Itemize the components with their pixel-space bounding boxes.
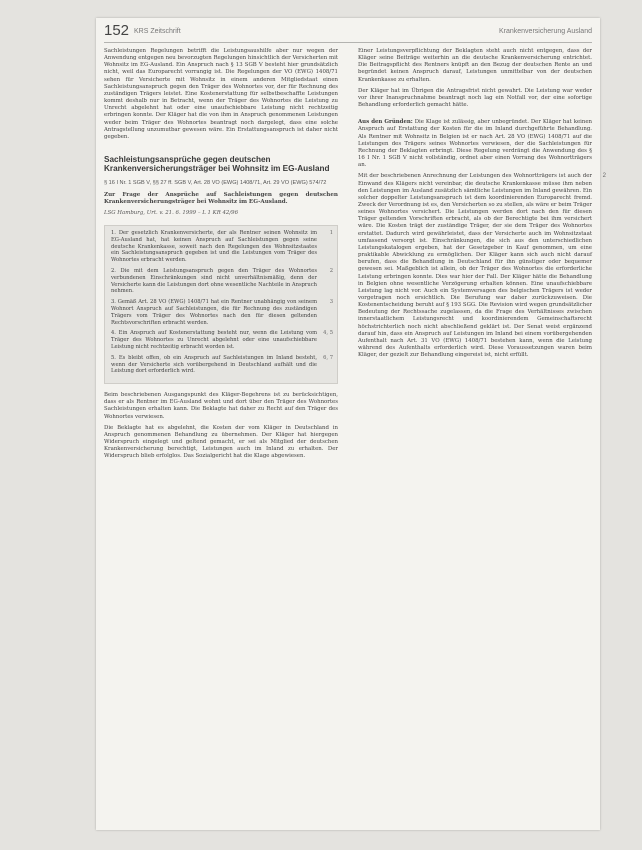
margin-number: 2 — [329, 267, 333, 274]
body-paragraph: Die Beklagte hat es abgelehnt, die Kosten der vom Kläger in Deutschland in Anspruch genommenen Behandlung zu übernehmen. Der Kläger hat hiergegen Widerspruch eingelegt und geltend gemacht, er sei als Mitglied der deutschen Krankenversicherung berechtigt, Leistungen auch im Inland zu erhalten. Der Widerspruch blieb erfolglos. Das Sozialgericht hat die Klage abgewiesen. — [104, 424, 338, 460]
guideline-item: 3. Gemäß Art. 28 VO (EWG) 1408/71 hat ein Rentner unabhängig von seinem Wohnort Anspruch auf Sachleistungen, die für Rechnung des zuständigen Trägers vom Träger des Wohnortes nach den für diesen geltenden Rechtsvorschriften erbracht werden. 3 — [111, 299, 333, 326]
margin-number: 6, 7 — [323, 354, 333, 361]
right-column — [358, 48, 606, 359]
left-column — [104, 48, 338, 461]
margin-number: 2 — [602, 173, 606, 180]
intro-paragraph: Sachleistungen Regelungen betrifft die Leistungsaushilfe aber nur wegen der Anwendung entgegen neu bevorzugten Regelungen hinsichtlich der Versicherten mit Wohnsitz im EG-Ausland. Ein Anspruch nach § 13 SGB V besteht hier grundsätzlich nicht, weil das Europarecht vorrangig ist. Die Regelungen der VO (EWG) 1408/71 sehen für Versicherte mit Wohnsitz in einem anderen Mitgliedstaat einen Sachleistungsanspruch gegen den Träger des Wohnortes vor, der für Rechnung des zuständigen Trägers leistet. Eine Kostenerstattung für selbstbeschaffte Leistungen kommt deshalb nur in Betracht, wenn der Träger des Wohnortes die Leistung zu Unrecht abgelehnt hat oder eine unaufschiebbare Leistung nicht rechtzeitig erbringen konnte. Der Kläger hat die von ihm in Anspruch genommenen Leistungen weder beim Träger des Wohnortes beantragt noch dargelegt, dass eine solche Antragstellung unzumutbar gewesen wäre. Ein Erstattungsanspruch ist daher nicht gegeben. — [104, 48, 338, 140]
legal-question: Zur Frage der Ansprüche auf Sachleistungen gegen deutschen Krankenversicherungsträger bei Wohnsitz im EG-Ausland. — [104, 191, 338, 205]
journal-page — [96, 18, 606, 830]
running-title: Krankenversicherung Ausland — [498, 28, 592, 35]
header-rule — [104, 42, 592, 43]
page-number: 152 — [104, 22, 130, 39]
article-title: Sachleistungsansprüche gegen deutschen Krankenversicherungsträger bei Wohnsitz im EG-Ausland — [104, 155, 330, 174]
body-paragraph: Beim beschriebenen Ausgangspunkt des Kläger-Begehrens ist zu berücksichtigen, dass er als Rentner im EG-Ausland wohnt und dort über den Träger des Wohnortes Sachleistungen erhalten kann. Die Beklagte hat daher zu Recht auf den Träger des Wohnortes verwiesen. — [104, 392, 338, 420]
reasons-paragraph: Aus den Gründen: Die Klage ist zulässig, aber unbegründet. Der Kläger hat keinen Anspruch auf Erstattung der Kosten für die im Inland durchgeführte Behandlung. Als Rentner mit Wohnsitz in Belgien ist er nach Art. 28 VO (EWG) 1408/71 auf die Leistungen des Trägers seines Wohnortes verwiesen, der die Sachleistungen für Rechnung der Beklagten erbringt. Diese Regelung verdrängt die Anwendung des § 16 I Nr. 1 SGB V nicht vollständig, ordnet aber einen Vorrang des Wohnortträgers an. — [358, 119, 593, 169]
right-intro — [358, 48, 592, 109]
left-body — [104, 392, 338, 460]
margin-number: 1 — [329, 230, 333, 236]
reasons-section — [358, 119, 606, 359]
reasons-lead: Aus den Gründen: — [358, 119, 413, 126]
guideline-item: 4. Ein Anspruch auf Kostenerstattung besteht nur, wenn die Leistung vom Träger des Wohnortes zu Unrecht abgelehnt oder eine unaufschiebbare Leistung nicht rechtzeitig erbracht worden ist. 4, 5 — [111, 330, 333, 350]
statute-citation: § 16 I Nr. 1 SGB V, §§ 27 ff. SGB V, Art. 28 VO (EWG) 1408/71, Art. 29 VO (EWG) 574/72 — [104, 179, 327, 186]
margin-number: 4, 5 — [323, 330, 333, 337]
guideline-item: 2. Die mit dem Leistungsanspruch gegen den Träger des Wohnortes verbundenen Einschränkungen sind nicht unverhältnismäßig, denn der Versicherte kann die Leistungen dort ohne wesentliche Nachteile in Anspruch nehmen. 2 — [111, 267, 333, 295]
margin-number: 3 — [329, 299, 333, 306]
reasons-paragraph: 2 Mit der beschriebenen Anrechnung der Leistungen des Wohnortträgers ist auch der Einwand des Klägers nicht vereinbar, die deutsche Krankenkasse müsse ihm neben den Leistungen im Ausland zusätzlich sämtliche Leistungen im Inland gewähren. Ein solcher doppelter Leistungsanspruch ist dem koordinierenden Europarecht fremd. Zweck der Verordnung ist es, den Versicherten so zu stellen, als wäre er beim Träger seines Wohnortes versichert. Die Leistungen werden dort nach den für diesen Träger geltenden Vorschriften erbracht, als ob der Berechtigte bei ihm versichert wäre. Die Kosten trägt der zuständige Träger, der sie dem Träger des Wohnortes erstattet. Dadurch wird gewährleistet, dass der Versicherte auch im Wohnsitzstaat umfassend versorgt ist. Einschränkungen, die sich aus den unterschiedlichen Leistungskatalogen ergeben, hat der Gesetzgeber in Kauf genommen, um eine praktikable Abwicklung zu ermöglichen. Der Kläger kann sich auch nicht darauf berufen, dass die Behandlung in Deutschland für ihn günstiger oder bequemer gewesen sei. Maßgeblich ist allein, ob der Träger des Wohnortes die erforderliche Leistung erbringen konnte. Dies war hier der Fall. Der Kläger hätte die Behandlung in Belgien ohne wesentliche Verzögerung erhalten können. Eine unaufschiebbare Leistung lag nicht vor. Auch ein Systemversagen des belgischen Trägers ist weder vorgetragen noch ersichtlich. Die Berufung war daher zurückzuweisen. Die Kostenentscheidung beruht auf § 193 SGG. Die Revision wird wegen grundsätzlicher Bedeutung der Rechtssache zugelassen, da die Frage des Verhältnisses zwischen innerstaatlichem Leistungsrecht und koordinierendem Gemeinschaftsrecht höchstrichterlich noch nicht abschließend geklärt ist. Der Senat weist ergänzend darauf hin, dass ein Anspruch auf Leistungen im Inland bei einem vorübergehenden Aufenthalt nach Art. 31 VO (EWG) 1408/71 bestehen kann, wenn die Leistung während des Aufenthalts erforderlich wird. Diese Voraussetzungen waren beim Kläger, der gezielt zur Behandlung eingereist ist, nicht erfüllt. — [358, 173, 606, 359]
guideline-item: 5. Es bleibt offen, ob ein Anspruch auf Sachleistungen im Inland besteht, wenn der Versicherte sich vorübergehend in Deutschland aufhält und die Leistung dort erforderlich wird. 6, 7 — [111, 354, 333, 375]
page-header — [104, 22, 592, 40]
guideline-item: 1. Der gesetzlich Krankenversicherte, der als Rentner seinen Wohnsitz im EG-Ausland hat, hat keinen Anspruch auf Sachleistungen gegen seine deutsche Krankenkasse, soweit nach den Regelungen des Wohnsitzstaates ein Sachleistungsanspruch gegeben ist und die Leistungen vom Träger des Wohnortes erbracht werden. 1 — [111, 230, 333, 264]
court-reference: LSG Hamburg, Urt. v. 21. 6. 1999 – L 1 KR 42/96 — [104, 209, 238, 216]
body-paragraph: Einer Leistungsverpflichtung der Beklagten steht auch nicht entgegen, dass der Kläger seine Beiträge weiterhin an die deutsche Krankenversicherung entrichtet. Die Beitragspflicht des Rentners knüpft an den Bezug der deutschen Rente an und begründet keinen Anspruch darauf, Leistungen unmittelbar von der deutschen Krankenkasse zu erhalten. — [358, 48, 592, 83]
journal-name: KRS Zeitschrift — [134, 28, 181, 35]
guidelines-box — [104, 225, 338, 384]
body-paragraph: Der Kläger hat im Übrigen die Antragsfrist nicht gewahrt. Die Leistung war weder vor ihrer Inanspruchnahme beantragt noch lag ein Notfall vor, der eine sofortige Behandlung erforderlich gemacht hätte. — [358, 87, 592, 109]
